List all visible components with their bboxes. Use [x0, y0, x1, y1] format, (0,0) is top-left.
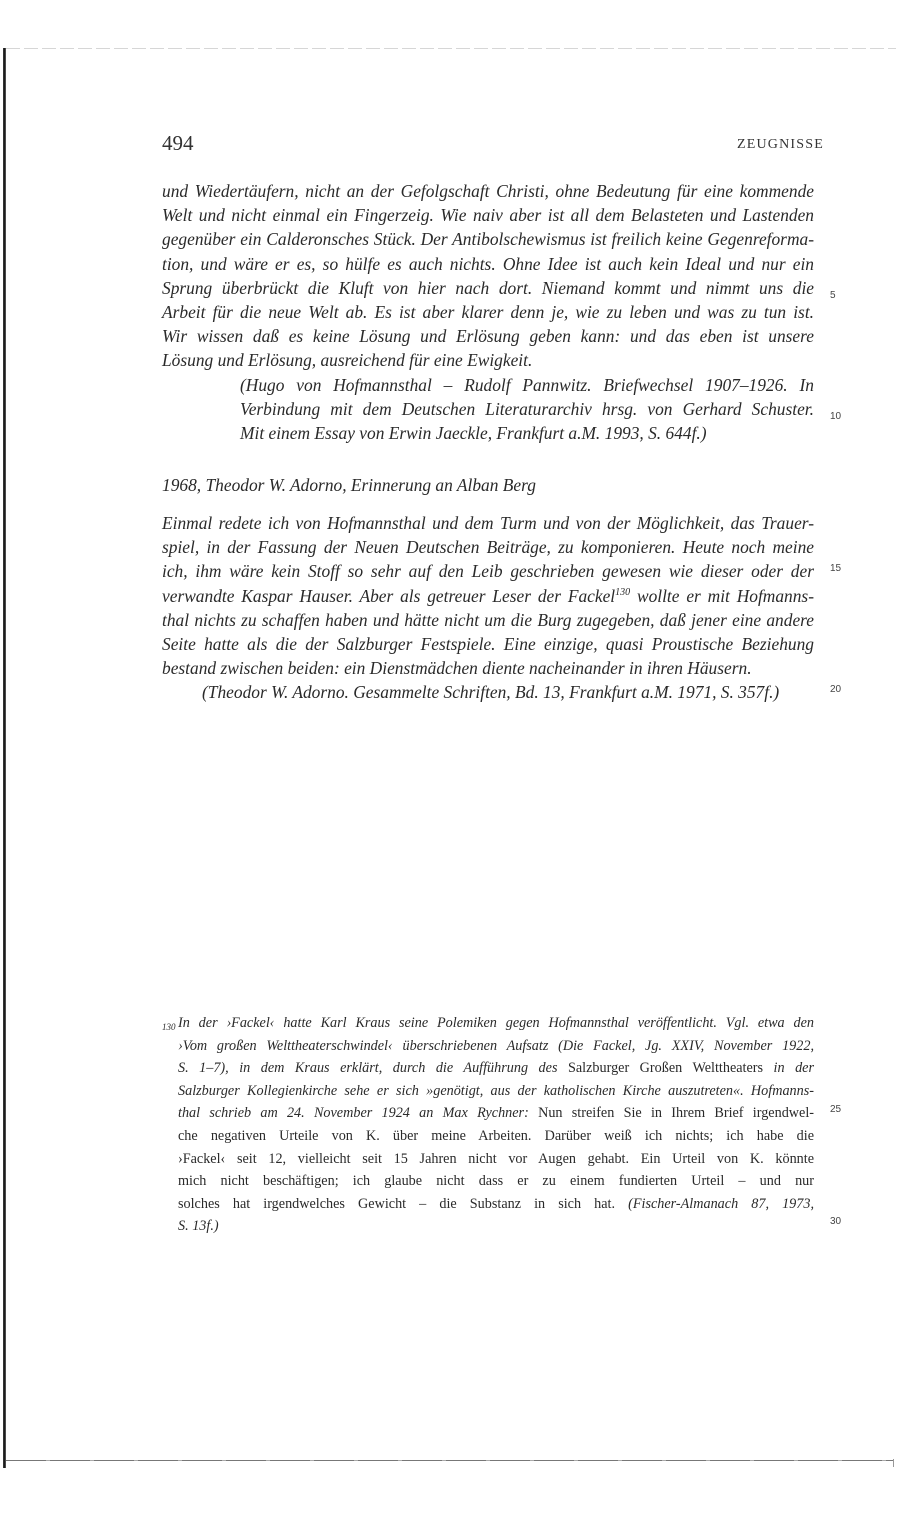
text-fragment: Nun streifen Sie in Ihrem Brief irgendwel- — [528, 1105, 814, 1122]
footnote-line — [162, 1057, 814, 1080]
text-line: Einmal redete ich von Hofmannsthal und dem Turm und von der Möglichkeit, das Trauer- — [162, 513, 814, 533]
text-fragment: solches hat irgendwelches Gewicht – die Substanz in sich hat. — [178, 1195, 629, 1212]
running-head: ZEUGNISSE — [736, 137, 824, 152]
text-line: gegenüber ein Calderonsches Stück. Der Antibolschewismus ist freilich keine Gegenreforma- — [162, 229, 814, 250]
footnote-130 — [162, 1012, 814, 1238]
quoted-passage-adorno — [162, 511, 814, 705]
citation-line: (Theodor W. Adorno. Gesammelte Schriften, Bd. 13, Frankfurt a.M. 1971, S. 357f.) — [202, 682, 780, 703]
text-line: Sprung überbrückt die Kluft von hier nach dort. Niemand kommt und nimmt uns die — [162, 277, 814, 298]
text-fragment: in der — [763, 1060, 815, 1077]
line-number: 25 — [830, 1104, 842, 1115]
text-line: spiel, in der Fassung der Neuen Deutschen Beiträge, zu komponieren. Heute noch meine — [162, 537, 814, 558]
line-number: 10 — [830, 411, 842, 422]
scan-border-top — [6, 48, 896, 49]
text-line: Seite hatte als die der Salzburger Festspiele. Eine einzige, quasi Proustische Beziehung — [162, 634, 814, 655]
scan-border-corner — [893, 1459, 894, 1467]
text-line: Welt und nicht einmal ein Fingerzeig. Wie naiv aber ist all dem Belasteten und Lastenden — [162, 205, 814, 226]
text-fragment: S. 1–7), in dem Kraus erklärt, durch die Aufführung des — [178, 1060, 568, 1077]
text-line: Arbeit für die neue Welt ab. Es ist aber klarer denn je, wie zu leben und was zu tun ist. — [162, 302, 814, 323]
scan-border-left — [3, 48, 6, 1468]
text-line: thal nichts zu schaffen haben und hätte nicht um die Burg zugegeben, daß jener eine andere — [162, 609, 814, 630]
text-line: tion, und wäre er es, so hülfe es auch nichts. Ohne Idee ist auch kein Ideal und nur ein — [162, 253, 814, 274]
footnote-line: S. 13f.) — [178, 1218, 219, 1235]
text-line: Lösung und Erlösung, ausreichend für eine Ewigkeit. — [162, 350, 533, 371]
text-fragment: thal schrieb am 24. November 1924 an Max Rychner: — [178, 1105, 529, 1122]
footnote-line: ›Fackel‹ seit 12, vielleicht seit 15 Jahren nicht vor Augen gehabt. Ein Urteil von K. könnte — [178, 1150, 814, 1167]
footnote-line: che negativen Urteile von K. über meine Arbeiten. Darüber weiß ich nichts; ich habe die — [178, 1127, 814, 1144]
citation-line: Mit einem Essay von Erwin Jaeckle, Frankfurt a.M. 1993, S. 644f.) — [240, 423, 707, 444]
citation-line: Verbindung mit dem Deutschen Literaturarchiv hrsg. von Gerhard Schuster. — [240, 398, 814, 419]
footnote-line: Salzburger Kollegienkirche sehe er sich »genötigt, aus der katholischen Kirche auszutreten«. Hofmanns- — [178, 1082, 814, 1099]
section-heading: 1968, Theodor W. Adorno, Erinnerung an Alban Berg — [162, 475, 536, 495]
footnote-marker: 130 — [162, 1022, 176, 1032]
footnote-line — [162, 1102, 814, 1125]
page-number: 494 — [162, 131, 194, 155]
footnote-line — [162, 1193, 814, 1216]
line-number: 30 — [830, 1216, 842, 1227]
footnote-reference[interactable]: 130 — [615, 586, 631, 598]
text-line: Wir wissen daß es keine Lösung und Erlösung geben kann: und das eben ist unsere — [162, 326, 814, 347]
text-fragment: (Fischer-Almanach 87, 1973, — [628, 1195, 814, 1212]
text-line: bestand zwischen beiden: ein Dienstmädchen diente nacheinander in ihren Häusern. — [162, 658, 752, 679]
scan-border-bottom — [6, 1460, 894, 1461]
footnote-line: ›Vom großen Welttheaterschwindel‹ überschriebenen Aufsatz (Die Fackel, Jg. XXIV, November 1922, — [178, 1037, 814, 1054]
text-fragment: wollte er mit Hofmanns- — [630, 585, 814, 606]
text-line: und Wiedertäufern, nicht an der Gefolgschaft Christi, ohne Bedeutung für eine kommende — [162, 181, 814, 201]
quoted-passage-hofmannsthal-pannwitz — [162, 179, 814, 445]
citation-line: (Hugo von Hofmannsthal – Rudolf Pannwitz. Briefwechsel 1907–1926. In — [240, 374, 814, 395]
line-number: 5 — [830, 290, 836, 301]
footnote-line: In der ›Fackel‹ hatte Karl Kraus seine Polemiken gegen Hofmannsthal veröffentlicht. Vgl. etwa den — [178, 1015, 814, 1031]
text-line — [162, 584, 814, 608]
line-number: 20 — [830, 684, 842, 695]
text-line: ich, ihm wäre kein Stoff so sehr auf den Leib geschrieben gewesen wie dieser oder der — [162, 561, 814, 582]
text-fragment: Salzburger Großen Welttheaters — [567, 1060, 764, 1077]
line-number: 15 — [830, 563, 842, 574]
footnote-line: mich nicht beschäftigen; ich glaube nicht dass er zu einem fundierten Urteil – und nur — [178, 1173, 814, 1190]
text-fragment: verwandte Kaspar Hauser. Aber als getreuer Leser der Fackel — [162, 585, 616, 606]
